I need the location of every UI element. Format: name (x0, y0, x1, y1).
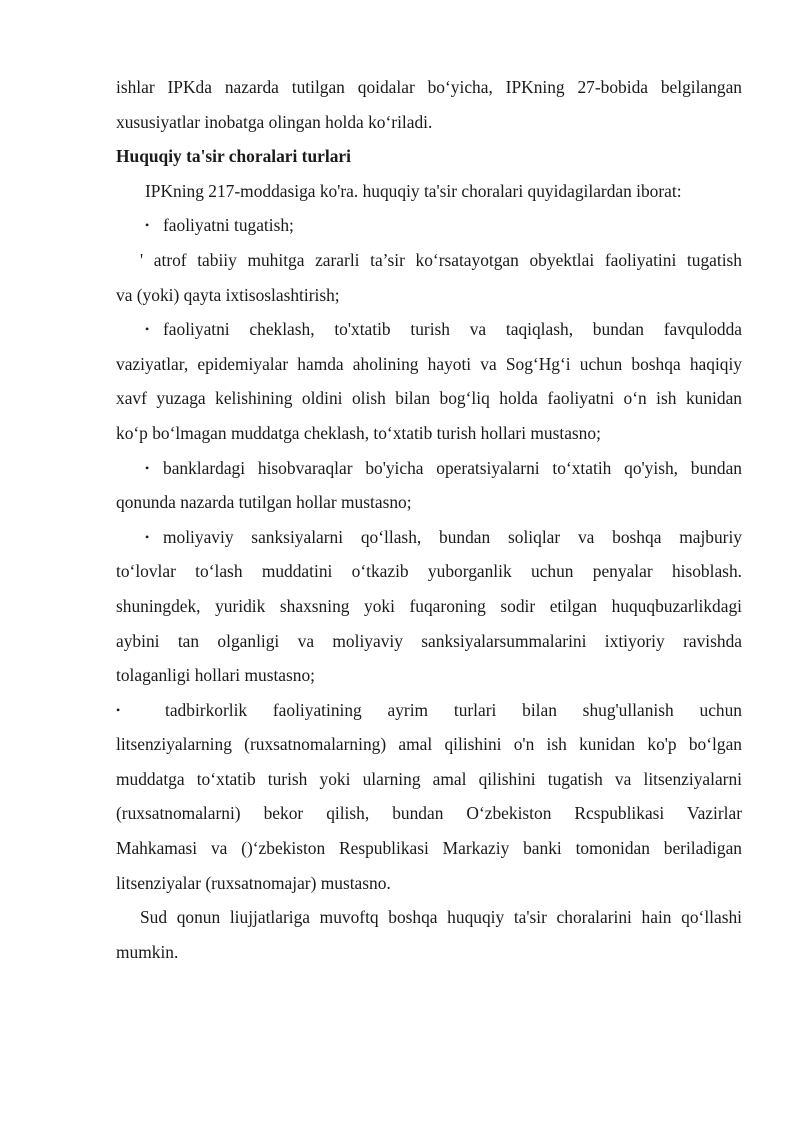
bullet-icon: • (145, 529, 150, 544)
text-line: qonunda nazarda tutilgan hollar mustasno; (116, 492, 412, 513)
text-line: Mahkamasi va ()‘zbekiston Respublikasi Markaziy banki tomonidan beriladigan (116, 838, 742, 859)
bullet-icon: • (145, 218, 150, 233)
bullet-item (116, 312, 742, 347)
bullet-text: faoliyatni cheklash, to'xtatib turish va taqiqlash, bundan favqulodda (163, 319, 742, 340)
bullet-item (116, 520, 742, 555)
section-heading: Huquqiy ta'sir choralari turlari (116, 146, 351, 167)
bullet-icon: • (145, 322, 150, 337)
bullet-text: faoliyatni tugatish; (163, 215, 294, 236)
text-line: to‘lovlar to‘lash muddatini o‘tkazib yuborganlik uchun penyalar hisoblash. (116, 561, 742, 582)
bullet-icon: • (145, 460, 150, 475)
document-page (116, 70, 742, 969)
text-line: shuningdek, yuridik shaxsning yoki fuqaroning sodir etilgan huquqbuzarlikdagi (116, 595, 742, 616)
text-line: IPKning 217-moddasiga ko'ra. huquqiy ta'sir choralari quyidagilardan iborat: (145, 180, 682, 201)
text-line: ishlar IPKda nazarda tutilgan qoidalar bo‘yicha, IPKning 27-bobida belgilangan (116, 77, 742, 97)
bullet-item (116, 693, 742, 728)
bullet-text: banklardagi hisobvaraqlar bo'yicha operatsiyalarni to‘xtatih qo'yish, bundan (163, 457, 742, 478)
text-line: mumkin. (116, 941, 179, 962)
text-line: litsenziyalar (ruxsatnomajar) mustasno. (116, 872, 391, 893)
bullet-icon: • (116, 702, 121, 717)
text-line: tolaganligi hollari mustasno; (116, 665, 315, 686)
text-line: vaziyatlar, epidemiyalar hamda aholining hayoti va Sog‘Hg‘i uchun boshqa haqiqiy (116, 353, 742, 374)
text-line: litsenziyalarning (ruxsatnomalarning) amal qilishini o'n ish kunidan ko'p bo‘lgan (116, 734, 742, 755)
text-line: va (yoki) qayta ixtisoslashtirish; (116, 284, 340, 305)
bullet-item (116, 208, 742, 243)
text-line: ' atrof tabiiy muhitga zararli ta’sir ko‘rsatayotgan obyektlai faoliyatini tugatish (140, 249, 742, 270)
bullet-text: tadbirkorlik faoliyatining ayrim turlari bilan shug'ullanish uchun (165, 699, 742, 720)
text-line: xavf yuzaga kelishining oldini olish bilan bog‘liq holda faoliyatni o‘n ish kunidan (116, 388, 742, 409)
text-line: aybini tan olganligi va moliyaviy sanksiyalarsummalarini ixtiyoriy ravishda (116, 630, 742, 651)
text-line: ko‘p bo‘lmagan muddatga cheklash, to‘xtatib turish hollari mustasno; (116, 422, 601, 443)
text-line: xususiyatlar inobatga olingan holda ko‘riladi. (116, 111, 433, 132)
bullet-text: moliyaviy sanksiyalarni qo‘llash, bundan soliqlar va boshqa majburiy (163, 526, 742, 547)
bullet-item (116, 451, 742, 486)
text-line: Sud qonun liujjatlariga muvoftq boshqa huquqiy ta'sir choralarini hain qo‘llashi (140, 907, 742, 928)
text-line: muddatga to‘xtatib turish yoki ularning amal qilishini tugatish va litsenziyalarni (116, 768, 742, 789)
text-line: (ruxsatnomalarni) bekor qilish, bundan O‘zbekiston Rcspublikasi Vazirlar (116, 803, 742, 824)
